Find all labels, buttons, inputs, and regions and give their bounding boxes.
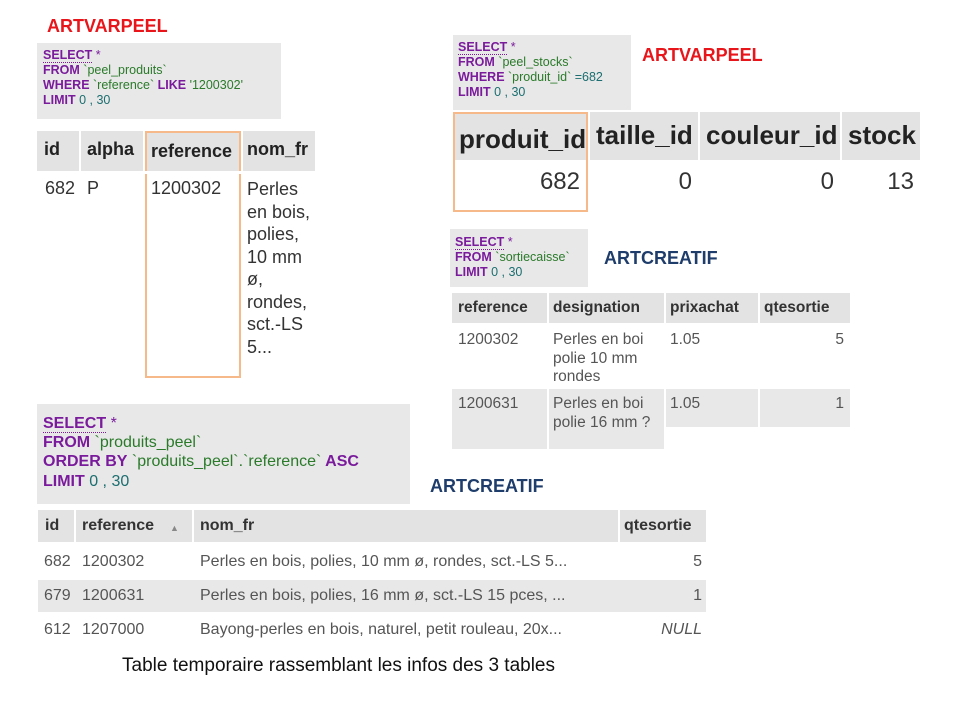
column-header[interactable]: qtesortie: [624, 517, 692, 534]
cell-produit-id: 682: [453, 160, 588, 212]
sql-value: '1200302': [186, 78, 244, 92]
cell-designation: Perles en boi polie 16 mm ?: [549, 389, 664, 449]
cell-nom-fr: Bayong-perles en bois, naturel, petit rouleau, 20x...: [200, 621, 562, 638]
sql-keyword: LIMIT: [455, 265, 488, 279]
cell-qtesortie: NULL: [661, 621, 702, 638]
sql-column: `produits_peel`.`reference`: [127, 453, 322, 471]
sql-keyword: WHERE: [43, 78, 90, 92]
sql-limit: 0 , 30: [84, 472, 130, 490]
sql-query-peel-stocks: [453, 35, 631, 110]
result-table-peel-produits: [37, 131, 315, 378]
cell-reference: 1200302: [458, 331, 519, 348]
cell-prixachat: 1.05: [666, 389, 758, 427]
cell-qtesortie: 1: [693, 587, 702, 604]
sql-limit: 0 , 30: [487, 265, 523, 279]
table-row: [37, 174, 315, 378]
sql-query-produits-peel: [37, 404, 410, 504]
sql-keyword: LIMIT: [43, 93, 76, 107]
sql-text: *: [504, 235, 513, 249]
label-artcreatif-1: ARTCREATIF: [604, 248, 718, 268]
cell-nom-fr: Perles en bois, polies, 10 mm ø, rondes, sct.-LS 5...: [200, 553, 568, 570]
sql-column: `reference`: [89, 78, 155, 92]
column-header-produit-id[interactable]: produit_id: [453, 112, 588, 160]
sql-keyword: LIMIT: [458, 85, 491, 99]
cell-alpha: P: [87, 178, 100, 198]
cell-taille-id: 0: [678, 168, 692, 195]
sql-limit: 0 , 30: [75, 93, 111, 107]
column-header[interactable]: nom_fr: [243, 131, 315, 171]
cell-id: 682: [45, 178, 76, 198]
sql-query-sortiecaisse: [450, 229, 588, 287]
column-header[interactable]: stock: [842, 112, 920, 160]
column-header[interactable]: couleur_id: [700, 112, 840, 160]
sql-keyword: FROM: [43, 434, 91, 452]
sql-query-peel-produits: [37, 43, 281, 119]
column-header-reference[interactable]: [76, 510, 194, 542]
table-row: [38, 580, 706, 612]
result-table-produits-peel: [38, 510, 706, 648]
cell-id: 682: [44, 553, 71, 570]
column-header[interactable]: id: [38, 510, 76, 542]
cell-id: 612: [44, 621, 71, 638]
cell-nom-fr: Perles en bois, polies, 16 mm ø, sct.-LS 15 pces, ...: [200, 587, 566, 604]
sql-keyword: SELECT: [458, 40, 508, 54]
cell-qtesortie: 5: [693, 553, 702, 570]
sql-keyword: LIMIT: [43, 472, 85, 490]
sql-table: `peel_produits`: [79, 63, 167, 77]
label-artvarpeel-1: ARTVARPEEL: [47, 16, 168, 36]
result-table-peel-stocks: [453, 112, 920, 212]
sql-keyword: FROM: [458, 55, 495, 69]
sql-table: `produits_peel`: [90, 434, 202, 452]
sql-text: *: [507, 40, 516, 54]
cell-prixachat: 1.05: [670, 331, 701, 348]
cell-reference: 1207000: [82, 621, 145, 638]
column-header[interactable]: taille_id: [590, 112, 698, 160]
sql-keyword: WHERE: [458, 70, 505, 84]
sql-table: `peel_stocks`: [494, 55, 573, 69]
sql-keyword: SELECT: [43, 48, 93, 62]
sql-keyword: FROM: [455, 250, 492, 264]
sql-keyword: SELECT: [455, 235, 505, 249]
sql-keyword: ASC: [321, 453, 359, 471]
sql-text: *: [92, 48, 101, 62]
cell-nom-fr: Perles en bois, polies, 10 mm ø, rondes, sct.-LS 5...: [247, 179, 311, 357]
cell-qtesortie: 1: [760, 389, 850, 427]
column-header[interactable]: designation: [549, 293, 664, 323]
sql-text: *: [106, 415, 117, 432]
sql-keyword: LIKE: [154, 78, 187, 92]
sql-limit: 0 , 30: [490, 85, 526, 99]
sql-keyword: ORDER BY: [43, 453, 128, 471]
column-header-label: reference: [82, 517, 155, 534]
sort-ascending-icon: ▲: [170, 523, 179, 533]
sql-keyword: FROM: [43, 63, 80, 77]
cell-id: 679: [44, 587, 71, 604]
column-header[interactable]: prixachat: [666, 293, 758, 323]
cell-reference: 1200631: [452, 389, 547, 449]
cell-reference: 1200302: [82, 553, 145, 570]
sql-column: `produit_id`: [504, 70, 572, 84]
column-header[interactable]: qtesortie: [760, 293, 850, 323]
column-header[interactable]: alpha: [81, 131, 143, 171]
table-row: [38, 614, 706, 648]
result-table-sortiecaisse: [452, 293, 850, 449]
label-artvarpeel-2: ARTVARPEEL: [642, 45, 763, 65]
table-row: [452, 389, 850, 449]
column-header[interactable]: id: [37, 131, 79, 171]
table-row: [38, 544, 706, 578]
label-artcreatif-2: ARTCREATIF: [430, 476, 544, 496]
cell-couleur-id: 0: [820, 168, 834, 195]
column-header-reference[interactable]: reference: [145, 131, 241, 171]
sql-value: =682: [571, 70, 603, 84]
table-row: [453, 160, 920, 212]
table-row: [452, 325, 850, 385]
sql-keyword: SELECT: [43, 415, 107, 432]
cell-reference: 1200631: [82, 587, 145, 604]
column-header[interactable]: nom_fr: [194, 510, 620, 542]
cell-designation: Perles en boi polie 10 mm rondes: [553, 331, 644, 386]
column-header[interactable]: reference: [452, 293, 547, 323]
cell-stock: 13: [887, 168, 914, 195]
slide-caption: Table temporaire rassemblant les infos des 3 tables: [122, 655, 556, 676]
sql-table: `sortiecaisse`: [491, 250, 570, 264]
cell-qtesortie: 5: [835, 331, 844, 348]
cell-reference: 1200302: [145, 174, 241, 378]
